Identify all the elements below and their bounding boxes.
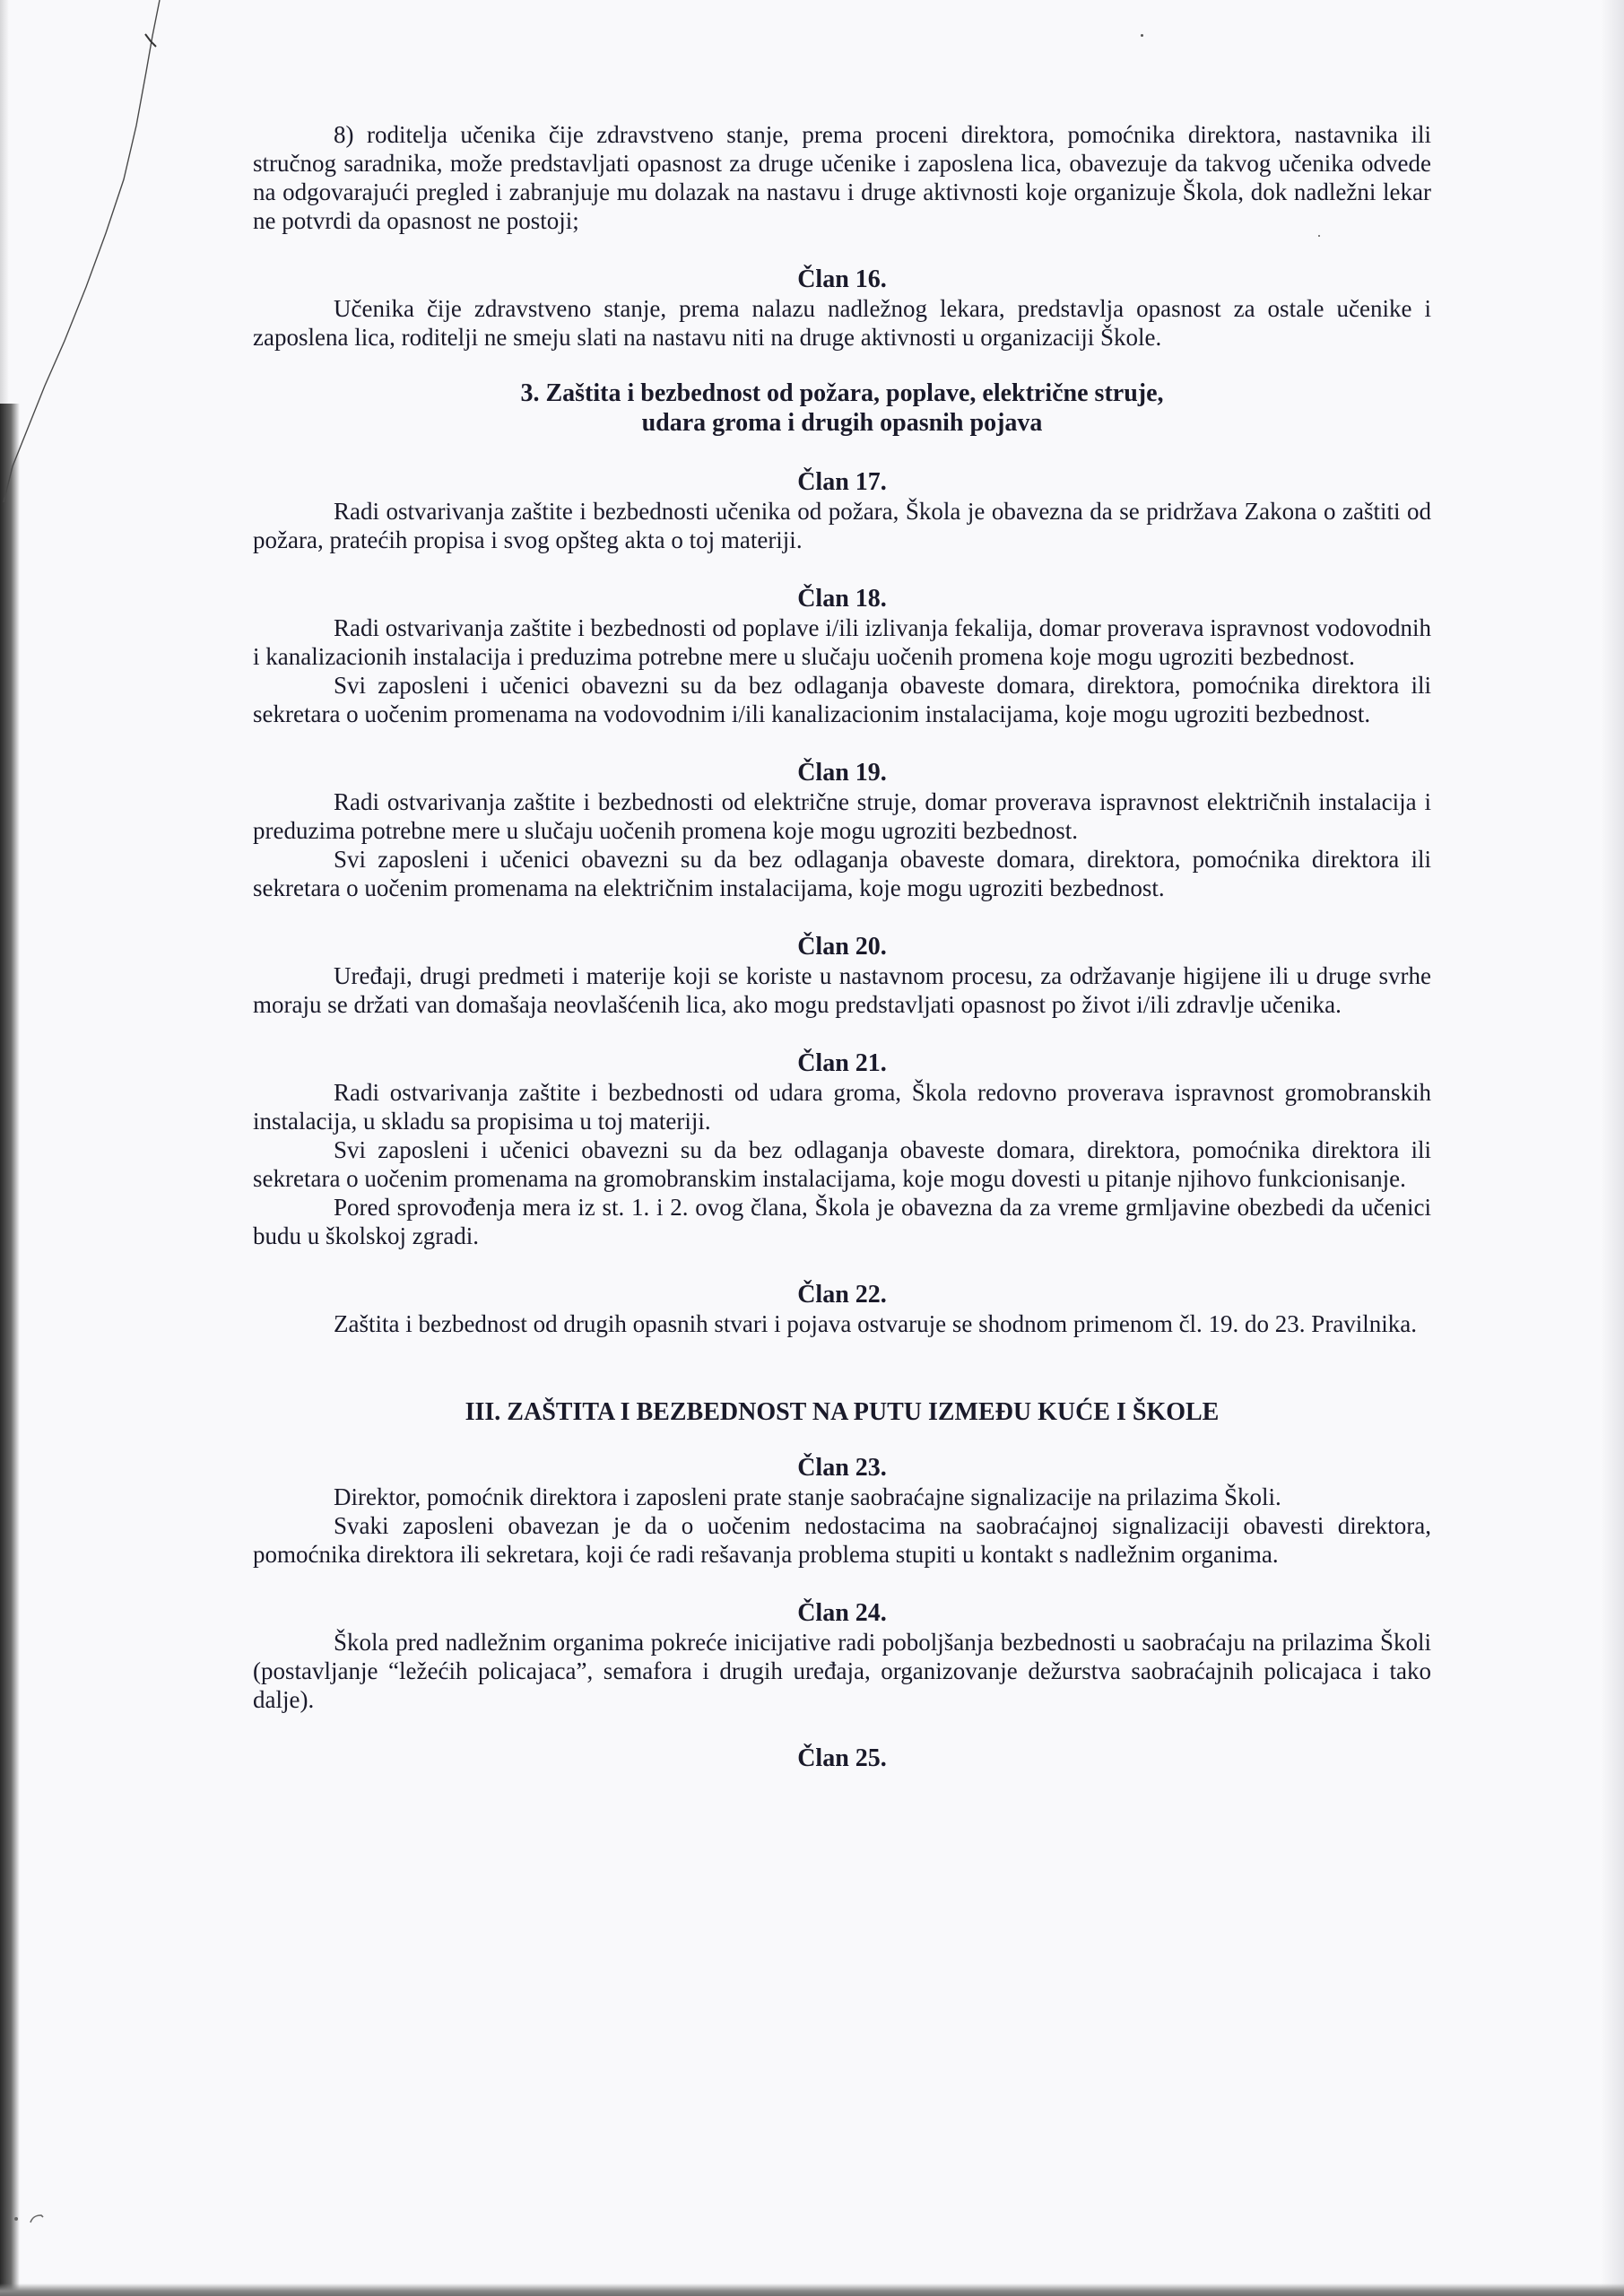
paragraph: Radi ostvarivanja zaštite i bezbednosti od udara groma, Škola redovno proverava ispravnost gromobranskih instalacija, u skladu sa propisima u toj materiji.	[253, 1079, 1431, 1135]
paragraph: Radi ostvarivanja zaštite i bezbednosti od električne struje, domar proverava ispravnost električnih instalacija i preduzima potrebne mere u slučaju uočenih promena koje mogu ugroziti bezbednost.	[253, 788, 1431, 844]
spacer	[253, 1427, 1431, 1454]
spacer	[253, 235, 1431, 265]
paper-fold-line	[0, 0, 179, 502]
article-heading: Član 18.	[797, 585, 887, 613]
section-title: udara groma i drugih opasnih pojava	[641, 409, 1043, 437]
paragraph: Svi zaposleni i učenici obavezni su da bez odlaganja obaveste domara, direktora, pomoćnika direktora ili sekretara o uočenim promenama na vodovodnim i/ili kanalizacionim instalacijama, koje mogu ugroziti bezbednost.	[253, 672, 1431, 727]
spacer	[253, 1019, 1431, 1049]
paragraph: Zaštita i bezbednost od drugih opasnih stvari i pojava ostvaruje se shodnom primenom čl. 19. do 23. Pravilnika.	[334, 1310, 1418, 1337]
chapter-title: III. ZAŠTITA I BEZBEDNOST NA PUTU IZMEĐU KUĆE I ŠKOLE	[465, 1398, 1220, 1426]
article-heading: Član 23.	[797, 1454, 887, 1482]
scan-shadow-right	[1601, 0, 1624, 2296]
article-heading: Član 19.	[797, 759, 887, 787]
scan-shadow-bottom	[0, 2283, 1624, 2296]
article-heading: Član 21.	[797, 1049, 887, 1077]
paragraph: Svi zaposleni i učenici obavezni su da bez odlaganja obaveste domara, direktora, pomoćnika direktora ili sekretara o uočenim promenama na gromobranskim instalacijama, koje mogu dovesti u pitanje njihovo funkcionisanje.	[253, 1136, 1431, 1192]
spacer	[253, 1569, 1431, 1599]
paragraph: Direktor, pomoćnik direktora i zaposleni prate stanje saobraćajne signalizacije na prilazima Školi.	[334, 1483, 1281, 1510]
spacer	[253, 1338, 1431, 1397]
spacer	[253, 1714, 1431, 1744]
spacer	[253, 902, 1431, 933]
scan-margin-mark	[13, 2208, 54, 2230]
article-heading: Član 22.	[797, 1281, 887, 1309]
scan-margin-mark-glyph	[13, 2208, 54, 2226]
paragraph: 8) roditelja učenika čije zdravstveno stanje, prema proceni direktora, pomoćnika direktora, nastavnika ili stručnog saradnika, može predstavljati opasnost za druge učenike i zaposlena lica, obavezuje da takvog učenika odvede na odgovarajući pregled i zabranjuje mu dolazak na nastavu i druge aktivnosti koje organizuje Škola, dok nadležni lekar ne potvrdi da opasnost ne postoji;	[253, 121, 1431, 234]
section-title: 3. Zaštita i bezbednost od požara, poplave, električne struje,	[520, 379, 1164, 407]
article-heading: Član 25.	[797, 1744, 887, 1772]
spacer	[253, 728, 1431, 759]
paragraph: Učenika čije zdravstveno stanje, prema nalazu nadležnog lekara, predstavlja opasnost za ostale učenike i zaposlena lica, roditelji ne smeju slati na nastavu niti na druge aktivnosti u organizaciji Škole.	[253, 295, 1431, 351]
scan-speck	[1141, 34, 1143, 37]
spacer	[253, 1250, 1431, 1281]
paragraph: Škola pred nadležnim organima pokreće inicijative radi poboljšanja bezbednosti u saobraćaju na prilazima Školi (postavljanje “ležećih policajaca”, semafora i drugih uređaja, organizovanje dežurstva saobraćajnih policajaca i tako dalje).	[253, 1629, 1431, 1713]
article-heading: Član 17.	[797, 468, 887, 496]
article-heading: Član 24.	[797, 1599, 887, 1627]
document-body	[253, 120, 1431, 1773]
spacer	[253, 352, 1431, 378]
paragraph: Pored sprovođenja mera iz st. 1. i 2. ovog člana, Škola je obavezna da za vreme grmljavine obezbedi da učenici budu u školskoj zgradi.	[253, 1194, 1431, 1249]
article-heading: Član 20.	[797, 933, 887, 961]
article-heading: Član 16.	[797, 265, 887, 293]
paragraph: Radi ostvarivanja zaštite i bezbednosti od poplave i/ili izlivanja fekalija, domar proverava ispravnost vodovodnih i kanalizacionih instalacija i preduzima potrebne mere u slučaju uočenih promena koje mogu ugroziti bezbednost.	[253, 614, 1431, 670]
paragraph: Svi zaposleni i učenici obavezni su da bez odlaganja obaveste domara, direktora, pomoćnika direktora ili sekretara o uočenim promenama na električnim instalacijama, koje mogu ugroziti bezbednost.	[253, 846, 1431, 901]
spacer	[253, 438, 1431, 468]
paragraph: Svaki zaposleni obavezan je da o uočenim nedostacima na saobraćajnoj signalizaciji obavesti direktora, pomoćnika direktora ili sekretara, koji će radi rešavanja problema stupiti u kontakt s nadležnim organima.	[253, 1512, 1431, 1568]
scan-shadow-left	[0, 404, 20, 2296]
paragraph: Uređaji, drugi predmeti i materije koji se koriste u nastavnom procesu, za održavanje higijene ili u druge svrhe moraju se držati van domašaja neovlašćenih lica, ako mogu predstavljati opasnost po život i/ili zdravlje učenika.	[253, 962, 1431, 1018]
paragraph: Radi ostvarivanja zaštite i bezbednosti učenika od požara, Škola je obavezna da se pridržava Zakona o zaštiti od požara, pratećih propisa i svog opšteg akta o toj materiji.	[253, 498, 1431, 553]
spacer	[253, 554, 1431, 585]
